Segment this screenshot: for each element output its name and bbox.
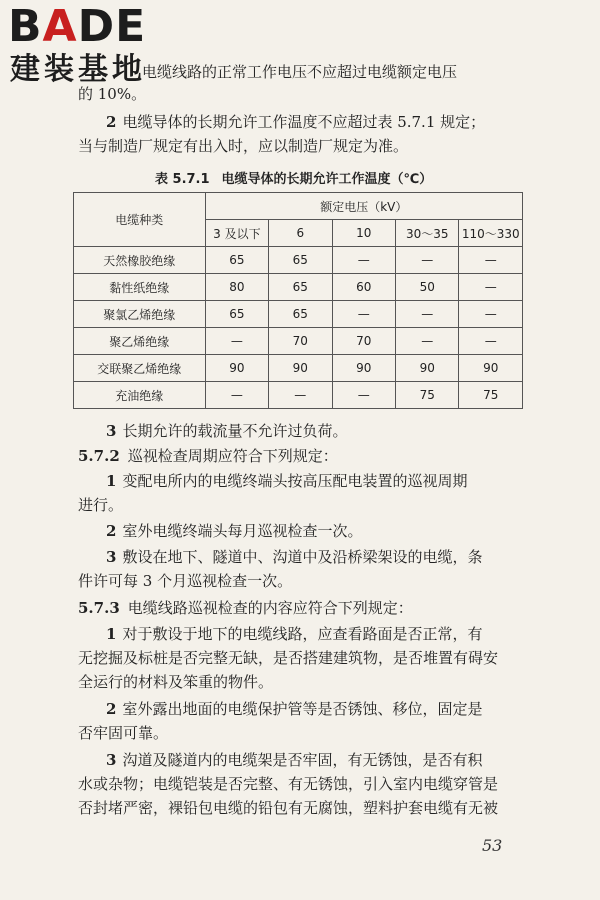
item-number: 2 xyxy=(106,700,117,718)
table-cell: — xyxy=(395,328,458,355)
column-header: 110～330 xyxy=(459,220,523,247)
table-cell: 90 xyxy=(459,355,523,382)
item-number: 3 xyxy=(106,422,117,440)
table-cell: — xyxy=(395,247,458,274)
list-item xyxy=(106,547,482,567)
paragraph-line: 无挖掘及标桩是否完整无缺，是否搭建建筑物，是否堆置有碍安 xyxy=(78,649,499,667)
item-number: 2 xyxy=(106,113,117,131)
logo-subtitle: 建装基地 xyxy=(10,52,146,87)
paragraph-line: 的 10%。 xyxy=(78,85,147,103)
table-cell: 70 xyxy=(269,328,332,355)
table-title: 电缆导体的长期允许工作温度（℃） xyxy=(221,172,433,187)
item-text: 室外露出地面的电缆保护管等是否锈蚀、移位，固定是 xyxy=(122,700,483,718)
table-cell: — xyxy=(332,301,395,328)
paragraph-line: 件许可每 3 个月巡视检查一次。 xyxy=(78,572,293,590)
item-number: 1 xyxy=(106,472,117,490)
table-cell: 65 xyxy=(205,301,268,328)
section-number: 5.7.2 xyxy=(78,447,120,465)
section-number: 5.7.3 xyxy=(78,599,120,617)
item-number: 3 xyxy=(106,548,117,566)
table-cell: 50 xyxy=(395,274,458,301)
list-item xyxy=(106,421,347,441)
table-cell: 75 xyxy=(395,382,458,409)
logo-wordmark: BADE xyxy=(8,1,147,52)
temperature-table xyxy=(73,192,523,409)
row-label: 黏性纸绝缘 xyxy=(74,274,206,301)
table-cell: — xyxy=(332,247,395,274)
section-text: 巡视检查周期应符合下列规定： xyxy=(127,447,338,465)
table-cell: — xyxy=(269,382,332,409)
list-item xyxy=(106,624,482,644)
row-label: 聚氯乙烯绝缘 xyxy=(74,301,206,328)
table-cell: 90 xyxy=(269,355,332,382)
table-cell: — xyxy=(459,301,523,328)
table-cell: 90 xyxy=(332,355,395,382)
table-cell: 60 xyxy=(332,274,395,301)
table-cell: — xyxy=(205,382,268,409)
table-cell: 65 xyxy=(269,274,332,301)
page-number: 53 xyxy=(482,836,503,855)
row-label: 交联聚乙烯绝缘 xyxy=(74,355,206,382)
item-text: 敷设在地下、隧道中、沟道中及沿桥梁架设的电缆，条 xyxy=(122,548,483,566)
paragraph-line: 进行。 xyxy=(78,496,124,514)
item-text: 室外电缆终端头每月巡视检查一次。 xyxy=(122,522,363,540)
table-cell: 65 xyxy=(205,247,268,274)
item-number: 2 xyxy=(106,522,117,540)
paragraph-line: 否封堵严密，裸铅包电缆的铅包有无腐蚀，塑料护套电缆有无被 xyxy=(78,799,499,817)
table-cell: — xyxy=(459,328,523,355)
table-cell: 90 xyxy=(205,355,268,382)
column-header: 10 xyxy=(332,220,395,247)
paragraph-line: 当与制造厂规定有出入时，应以制造厂规定为准。 xyxy=(78,137,409,155)
item-number: 1 xyxy=(106,625,117,643)
section-heading xyxy=(78,598,413,618)
item-text: 对于敷设于地下的电缆线路，应查看路面是否正常，有 xyxy=(122,625,483,643)
table-cell: 75 xyxy=(459,382,523,409)
table-cell: 80 xyxy=(205,274,268,301)
table-row xyxy=(74,382,523,409)
paragraph-line: 否牢固可靠。 xyxy=(78,724,169,742)
column-header: 30～35 xyxy=(395,220,458,247)
list-item xyxy=(106,521,362,541)
table-row xyxy=(74,355,523,382)
paragraph-line: 水或杂物；电缆铠装是否完整、有无锈蚀，引入室内电缆穿管是 xyxy=(78,775,499,793)
row-label: 聚乙烯绝缘 xyxy=(74,328,206,355)
table-number: 表 5.7.1 xyxy=(155,172,210,187)
column-header: 6 xyxy=(269,220,332,247)
section-heading xyxy=(78,446,338,466)
row-label: 充油绝缘 xyxy=(74,382,206,409)
table-cell: 90 xyxy=(395,355,458,382)
list-item xyxy=(106,112,485,132)
table-row xyxy=(74,247,523,274)
item-text: 沟道及隧道内的电缆架是否牢固，有无锈蚀，是否有积 xyxy=(122,751,483,769)
table-cell: 70 xyxy=(332,328,395,355)
table-cell: — xyxy=(459,274,523,301)
header-rated-voltage: 额定电压（kV） xyxy=(205,193,522,220)
table-row xyxy=(74,301,523,328)
paragraph-line: 电缆线路的正常工作电压不应超过电缆额定电压 xyxy=(142,63,458,81)
table-row xyxy=(74,274,523,301)
table-cell: — xyxy=(205,328,268,355)
item-text: 长期允许的载流量不允许过负荷。 xyxy=(122,422,348,440)
list-item xyxy=(106,699,482,719)
item-text: 变配电所内的电缆终端头按高压配电装置的巡视周期 xyxy=(122,472,468,490)
row-label: 天然橡胶绝缘 xyxy=(74,247,206,274)
item-text: 电缆导体的长期允许工作温度不应超过表 5.7.1 规定； xyxy=(122,113,486,131)
table-cell: — xyxy=(459,247,523,274)
table-caption xyxy=(155,168,432,187)
table-cell: — xyxy=(395,301,458,328)
list-item xyxy=(106,471,467,491)
column-header: 3 及以下 xyxy=(205,220,268,247)
item-number: 3 xyxy=(106,751,117,769)
list-item xyxy=(106,750,482,770)
section-text: 电缆线路巡视检查的内容应符合下列规定： xyxy=(127,599,413,617)
table-cell: 65 xyxy=(269,301,332,328)
table-row xyxy=(74,328,523,355)
paragraph-line: 全运行的材料及笨重的物件。 xyxy=(78,673,274,691)
table-cell: — xyxy=(332,382,395,409)
table-cell: 65 xyxy=(269,247,332,274)
header-cable-type: 电缆种类 xyxy=(74,193,206,247)
